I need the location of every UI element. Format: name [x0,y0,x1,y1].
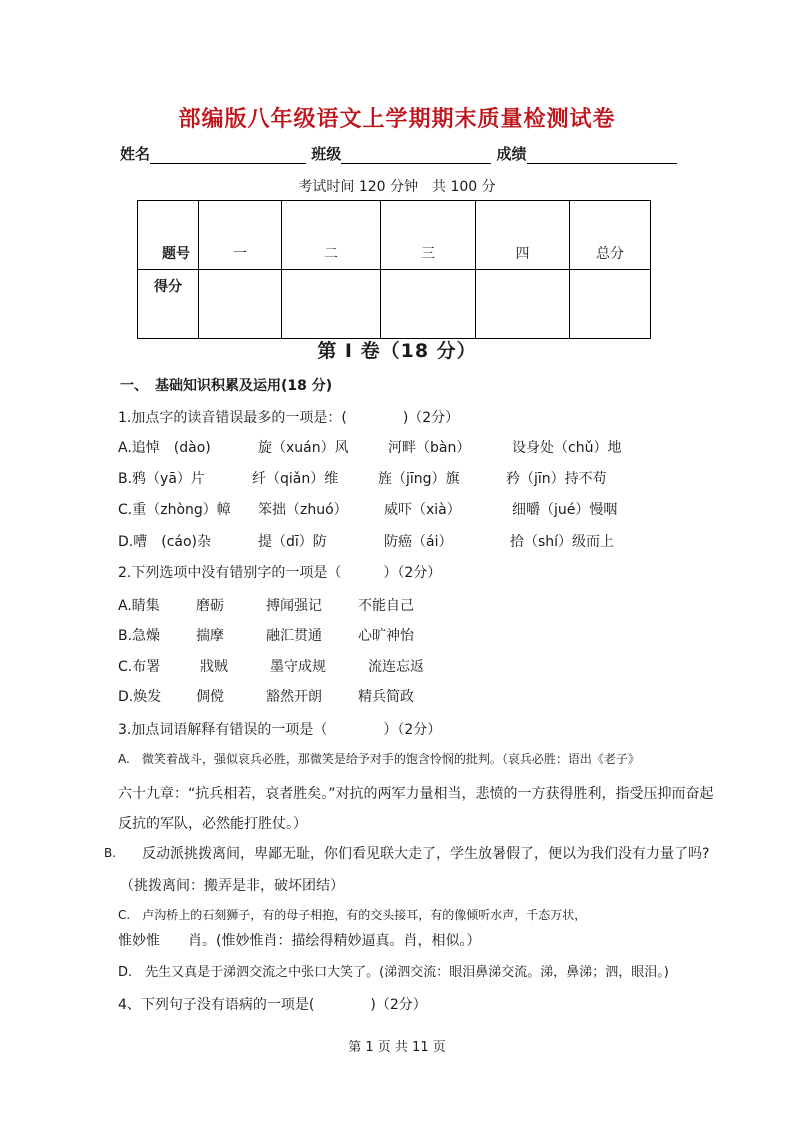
question-3-option-b-line1: 反动派挑拨离间，卑鄙无耻，你们看见联大走了，学生放暑假了，便以为我们没有力量了吗? [142,846,710,862]
table-row [138,270,651,339]
option-item: A.睛集 [118,598,160,614]
page-footer: 第 1 页 共 11 页 [348,1040,446,1055]
option-item: 设身处（chǔ）地 [512,440,622,456]
section-heading: 一、 基础知识积累及运用(18 分) [120,378,333,394]
question-3-option-a-line2: 六十九章：“抗兵相若，哀者胜矣。”对抗的两军力量相当，悲愤的一方获得胜利，指受压抑而奋起 [118,786,714,802]
table-row-label: 得分 [138,270,199,339]
score-cell [282,270,381,339]
option-item: 河畔（bàn） [388,440,471,456]
score-cell [199,270,282,339]
option-item: 流连忘返 [368,659,424,675]
option-item: 墨守成规 [270,659,326,675]
option-item: 搏闻强记 [266,598,322,614]
class-label: 班级 [311,145,342,163]
option-item: 旌（jīng）旗 [378,471,460,487]
question-2-stem: 2.下列选项中没有错别字的一项是（ ）（2分） [118,565,442,581]
option-item: 威吓（xià） [384,502,461,518]
option-item: 戕贼 [200,659,228,675]
option-item: 揣摩 [196,628,224,644]
question-1-stem: 1.加点字的读音错误最多的一项是：( )（2分） [118,410,460,426]
part-title: 第 I 卷（18 分） [317,340,477,362]
option-item: 不能自己 [358,598,414,614]
question-3-option-b-line2: （挑拨离间：搬弄是非，破坏团结） [120,878,344,894]
question-3-option-c-line1: C. 卢沟桥上的石刻狮子，有的母子相抱，有的交头接耳，有的像倾听水声，千态万状， [118,908,587,922]
question-1-option-b [118,468,607,488]
option-item: 旋（xuán）风 [258,440,349,456]
question-4-stem: 4、下列句子没有语病的一项是( )（2分） [118,997,427,1013]
table-row [138,201,651,270]
table-header-cell: 一 [199,201,282,270]
option-item: 倜傥 [196,689,224,705]
question-2-option-c [118,656,424,676]
option-item: B.急燥 [118,628,161,644]
student-info-line [120,143,677,164]
question-3-option-a-line1: A. 微笑着战斗，强似哀兵必胜，那微笑是给予对手的饱含怜悯的批判。（哀兵必胜：语出《老子》 [118,752,640,766]
name-label: 姓名 [120,145,151,163]
score-table [137,200,651,339]
option-item: 精兵简政 [358,689,414,705]
question-2-option-b [118,625,414,645]
table-header-cell: 四 [476,201,570,270]
question-3-option-b-label: B. [104,846,117,860]
table-header-cell: 二 [282,201,381,270]
option-item: C.布署 [118,659,161,675]
question-1-option-d [118,531,614,551]
option-item: 纤（qiǎn）维 [252,471,339,487]
question-3-stem: 3.加点词语解释有错误的一项是（ ）（2分） [118,722,442,738]
score-blank [527,147,677,164]
option-item: 笨拙（zhuó） [258,502,348,518]
class-blank [341,147,491,164]
option-item: A.追悼 (dào) [118,440,211,456]
name-blank [150,147,306,164]
option-item: 豁然开朗 [266,689,322,705]
question-2-option-d [118,686,414,706]
question-1-option-a [118,437,621,457]
option-item: D.焕发 [118,689,162,705]
score-cell [476,270,570,339]
question-3-option-a-line3: 反抗的军队，必然能打胜仗。） [118,816,307,832]
option-item: 融汇贯通 [266,628,322,644]
question-3-option-d: D. 先生又真是于涕泗交流之中张口大笑了。(涕泗交流：眼泪鼻涕交流。涕，鼻涕；泗，眼泪。) [118,965,669,980]
question-1-option-c [118,499,617,519]
table-header-cell: 题号 [138,201,199,270]
option-item: 细嚼（jué）慢咽 [512,502,618,518]
score-cell [570,270,651,339]
table-header-cell: 三 [381,201,476,270]
option-item: 矜（jīn）持不苟 [506,471,607,487]
option-item: 提（dī）防 [258,534,327,550]
table-header-cell: 总分 [570,201,651,270]
option-item: 防癌（ái） [384,534,453,550]
score-cell [381,270,476,339]
question-3-option-c-line2: 惟妙惟 肖。(惟妙惟肖：描绘得精妙逼真。肖，相似。） [118,933,481,949]
page-title: 部编版八年级语文上学期期末质量检测试卷 [178,107,616,132]
question-2-option-a [118,595,414,615]
option-item: 磨砺 [196,598,224,614]
option-item: D.嘈 (cáo)杂 [118,534,211,550]
option-item: C.重（zhòng）幛 [118,502,231,518]
option-item: 心旷神怡 [358,628,414,644]
option-item: 拾（shí）级而上 [510,534,615,550]
score-label: 成绩 [496,145,527,163]
exam-time: 考试时间 120 分钟 共 100 分 [298,179,496,195]
option-item: B.鸦（yā）片 [118,471,205,487]
